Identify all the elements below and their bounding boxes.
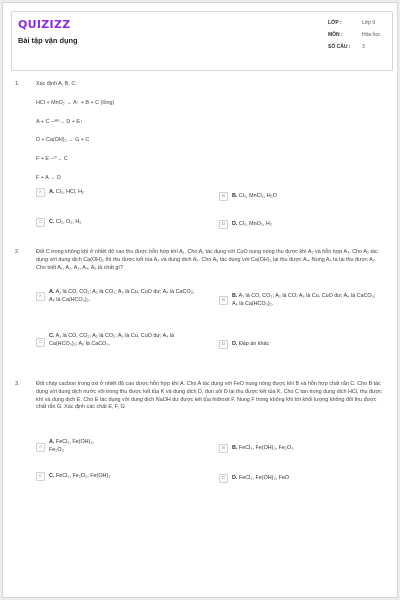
option-key: C.	[49, 333, 55, 339]
answer-option-c[interactable]	[36, 473, 196, 481]
option-text: Cl₂, HCl, H₂	[55, 189, 85, 195]
meta-info	[328, 18, 390, 54]
answer-option-a[interactable]	[36, 439, 106, 455]
option-letter-box: A	[36, 292, 45, 301]
option-letter-box: B	[219, 296, 228, 305]
option-letter-box: D	[219, 220, 228, 229]
option-key: D.	[232, 475, 238, 481]
quizizz-logo: QUIZIZZ	[18, 18, 71, 31]
option-letter-box: A	[36, 443, 45, 452]
option-key: B.	[232, 445, 238, 451]
answer-option-a[interactable]	[36, 189, 196, 197]
option-key: D.	[232, 341, 238, 347]
option-text: FeCl₂, Fe(OH)₂, Fe₂O₃	[49, 439, 94, 453]
option-text: FeCl₃, Fe₂O₃, Fe(OH)₃	[55, 473, 111, 479]
option-letter-box: A	[36, 188, 45, 197]
question-line: Đốt cháy cacbon trong oxi ở nhiệt độ cao được hỗn hợp khí A. Cho A tác dụng với FeO nung nóng được khí B và hỗn hợp chất rắn C. Cho B tác dụng với dung dịch nước vôi trong thu được kết tủa K và dung dịch D, đun sôi D lại thu được kết tủa K. Cho C tan trong dung dịch HCl, thu được khí và dung dịch E. Cho E tác dụng với dung dịch NaOH dư được kết tủa hiđroxit F. Nung F trong không khí tới khối lượng không đổi thu được chất rắn G. Xác định các chất E, F, G.	[36, 381, 382, 411]
answer-option-b[interactable]	[219, 293, 379, 309]
meta-value: Hóa học	[362, 32, 381, 39]
option-key: B.	[232, 293, 238, 299]
answer-option-c[interactable]	[36, 219, 196, 227]
option-key: A.	[49, 189, 55, 195]
question-line: D + Ca(OH)₂ → G + C	[36, 137, 90, 144]
option-letter-box: C	[36, 218, 45, 227]
option-text: A₁ là CO, CO₂; A₂ là CO₂; A₃ là Cu, CuO dư; A₄ là Ca(HCO₃)₂; A₅ là CaCO₃.	[49, 333, 175, 347]
option-letter-box: D	[219, 340, 228, 349]
meta-label: MÔN :	[328, 32, 343, 39]
question-number: 3.	[15, 381, 20, 387]
question-line: Xác định A, B, C:	[36, 81, 77, 87]
meta-row-subject	[328, 30, 390, 42]
answer-option-a[interactable]	[36, 289, 196, 305]
option-letter-box: C	[36, 472, 45, 481]
question-3	[15, 381, 393, 501]
answer-option-d[interactable]	[219, 475, 379, 483]
option-key: A.	[49, 289, 55, 295]
question-body	[36, 249, 386, 283]
question-number: 2.	[15, 249, 20, 255]
question-line: F + A → D	[36, 175, 61, 182]
meta-value: 3	[362, 44, 365, 51]
question-body	[36, 81, 386, 194]
question-line: A + C –ᵃᵏˢ→ D + E↑	[36, 118, 83, 125]
meta-row-count	[328, 42, 390, 54]
option-key: D.	[232, 221, 238, 227]
answer-option-d[interactable]	[219, 341, 379, 349]
answer-option-b[interactable]	[219, 193, 379, 201]
question-1	[15, 81, 393, 241]
option-text: Cl₂, MnO₂, H₂	[238, 221, 272, 227]
meta-row-class	[328, 18, 390, 30]
question-line: F + E –ᵗ°→ C	[36, 156, 68, 163]
option-text: FeCl₃, Fe(OH)₃, FeO	[238, 475, 290, 481]
option-letter-box: B	[219, 444, 228, 453]
meta-label: SỐ CÂU :	[328, 44, 351, 51]
answer-option-c[interactable]	[36, 333, 196, 349]
option-key: A.	[49, 439, 55, 445]
question-number: 1.	[15, 81, 20, 87]
option-letter-box: D	[219, 474, 228, 483]
option-key: B.	[232, 193, 238, 199]
meta-label: LỚP :	[328, 20, 342, 27]
question-line: Đốt C trong không khí ở nhiệt độ cao thu được hỗn hợp khí A₁. Cho A₁ tác dụng với CuO nung nóng thu được khí A₂ và hỗn hợp A₃. Cho A₂ tác dụng với dung dịch Ca(OH)₂ thì thu được kết tủa A₄ và dung dịch A₅. Cho A₅ tác dụng với Ca(OH)₂ lại thu được A₄. Nung A₄ ta lại thu được A₂. Cho biết A₁, A₂, A₃, A₄, A₅ là chất gì?	[36, 249, 378, 271]
option-text: Cl₂, MnCl₂, H₂O	[238, 193, 277, 199]
question-body	[36, 381, 386, 423]
answer-option-d[interactable]	[219, 221, 379, 229]
option-text: A₁ là CO, CO₂; A₂ là CO; A₃ là Cu, CuO dư; A₄ là CaCO₃; A₅ là Ca(HCO₃)₂.	[232, 293, 376, 307]
option-key: C.	[49, 219, 55, 225]
worksheet-header	[11, 11, 393, 71]
option-key: C.	[49, 473, 55, 479]
option-text: FeCl₃, Fe(OH)₃, Fe₂O₃	[238, 445, 294, 451]
option-text: Đáp án khác	[238, 341, 270, 347]
question-2	[15, 249, 393, 369]
option-text: A₁ là CO, CO₂; A₂ là CO₂; A₃ là Cu, CuO dư; A₄ là CaCO₃; A₅ là Ca(HCO₃)₂.	[49, 289, 195, 303]
worksheet-page	[2, 2, 398, 598]
meta-value: Lớp 9	[362, 20, 376, 27]
answer-option-b[interactable]	[219, 445, 379, 453]
option-text: Cl₂, O₂, H₂	[55, 219, 82, 225]
option-letter-box: C	[36, 338, 45, 347]
option-letter-box: B	[219, 192, 228, 201]
page-title: Bài tập vận dụng	[18, 36, 78, 45]
question-line: HCl + MnO₂ → A↑ + B + C (lỏng)	[36, 99, 115, 106]
